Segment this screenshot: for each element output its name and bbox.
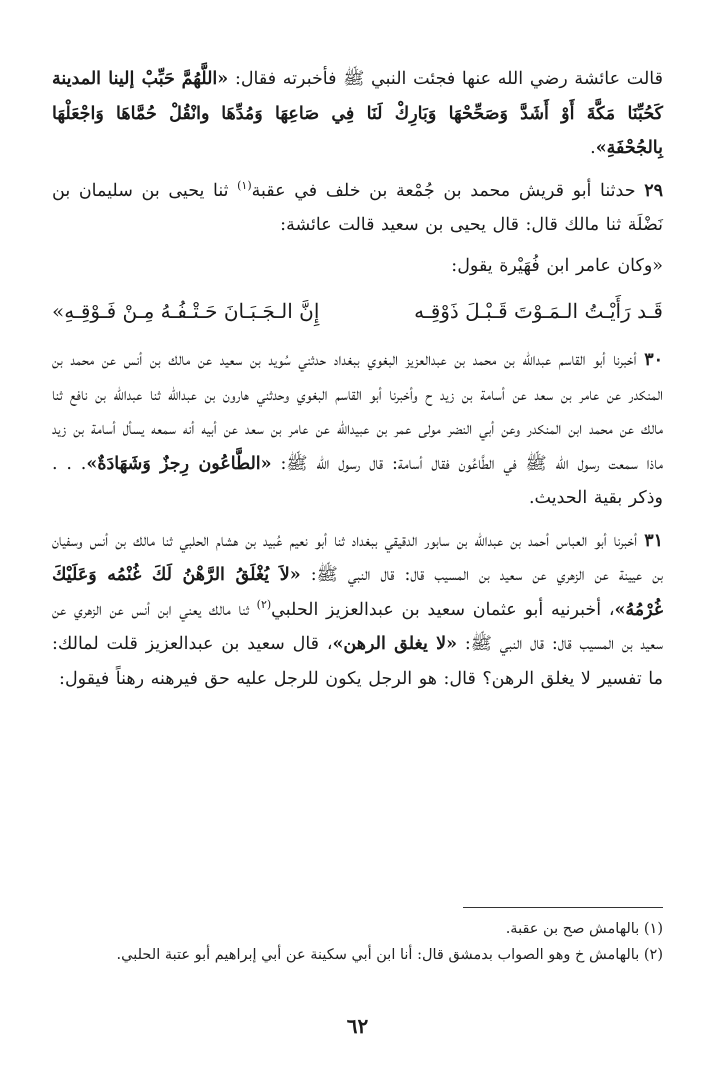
paragraph-text: حدثنا أبو قريش محمد بن جُمْعة بن خلف في عقبة [251,180,645,201]
paragraph-text: ، قال سعيد بن عبدالعزيز قلت لمالك: ما تفسير لا يغلق الرهن؟ قال: هو الرجل يكون للرجل عليه حق فيرهنه رهناً فيقول: [52,634,663,689]
hadith-number: ٣٠ [644,350,663,370]
hadith-text-bold: «الطَّاعُون رِجزٌ وَشَهَادَةٌ» [86,453,272,474]
poem-verse [52,293,663,329]
hadith-text-bold: «اللَّهُمَّ [181,69,229,89]
paragraph-text: أخبرنا أبو القاسم عبدالله بن محمد بن عبدالعزيز البغوي ببغداد حدثني سُويد بن سعيد عن مالك بن أنس عن محمد بن المنكدر عن عامر بن سعد عن أسامة بن زيد ح وأخبرنا أبو القاسم البغوي وحدثني هارون بن عبدالله ثنا عبدالله بن نافع ثنا مالك عن محمد ابن المنكدر وعن أبي النضر مولى عمر بن عبيدالله عن عامر بن سعد عن أبيه أنه سمعه يسأل أسامة بن زيد ماذا سمعت رسول الله ﷺ في الطَّاعُون فقال أسامة: قال رسول الله ﷺ: [52,350,663,474]
footnote-divider [463,907,663,908]
hadith-number: ٢٩ [644,180,663,201]
footnotes [52,907,663,968]
hadith-29 [52,174,663,243]
footnote-1 [52,916,663,942]
paragraph-text: ثنا مالك يعني ابن أنس عن الزهري عن سعيد بن المسيب قال: قال النبي ﷺ: [52,599,663,654]
hadith-text-bold: حَبِّبْ إلينا المدينة كَحُبِّنَا مَكَّةَ أَوْ أَشَدَّ وَصَحِّحْهَا وَبَارِكْ لَنَا فِي صَاعِهَا وَمُدِّهَا [52,69,663,124]
paragraph-text: قالت عائشة رضي الله عنها فجئت النبي ﷺ فأخبرته فقال: [228,69,663,89]
hadith-text-bold: وانْقُلْ حُمَّاهَا وَاجْعَلْهَا بِالجُحْفَةِ» [52,103,663,158]
footnote-mark: (٢) [643,947,663,963]
hadith-30 [52,343,663,516]
hadith-number: ٣١ [644,530,663,551]
footnote-mark: (١) [643,921,663,937]
footnote-2 [52,942,663,968]
verse-hemistich-left: إِنَّ الـجَـبَـانَ حَـتْـفُـهُ مِـنْ فَـوْقِـهِ» [52,299,320,323]
footnote-text: بالهامش خ وهو الصواب بدمشق قال: أنا ابن أبي سكينة عن أبي إبراهيم أبو عتبة الحلبي. [116,947,640,963]
paragraph-text: ثنا يحيى بن سليمان بن نَضْلَة ثنا مالك قال: قال يحيى بن سعيد قالت عائشة: [52,180,663,235]
paragraph-text: . . . وذكر بقية الحديث. [52,453,663,508]
paragraph-text: أخبرنا أبو العباس أحمد بن عبدالله بن سابور الدقيقي ببغداد ثنا أبو نعيم عُبيد بن هشام الحلبي ثنا مالك بن أنس وسفيان بن عيينة عن الزهري عن سعيد بن المسيب قال: قال النبي ﷺ: [52,530,663,585]
page-body [52,62,663,696]
footnote-text: بالهامش صح بن عقبة. [505,921,640,937]
paragraph-text: . [590,138,596,158]
hadith-31 [52,524,663,697]
footnote-ref: (٢) [256,597,272,611]
quote-text: «وكان عامر ابن فُهَيْرة يقول: [451,255,663,276]
hadith-text-bold: «لا يغلق الرهن» [332,634,458,654]
paragraph-text: ، أخبرنيه أبو عثمان سعيد بن عبدالعزيز الحلبي [271,599,615,620]
footnote-ref: (١) [237,178,252,192]
paragraph-aisha [52,62,663,166]
verse-hemistich-right: قَـد رَأَيْـتُ الـمَـوْتَ قَـبْـلَ ذَوْقِـه [414,299,663,323]
quote-line [52,249,663,284]
page-number: ٦٢ [346,1014,369,1038]
hadith-text-bold: «لاَ يُغْلَقُ الرَّهْنُ لَكَ غُنْمُه وَعَلَيْكَ غُرْمُهُ» [52,565,663,620]
